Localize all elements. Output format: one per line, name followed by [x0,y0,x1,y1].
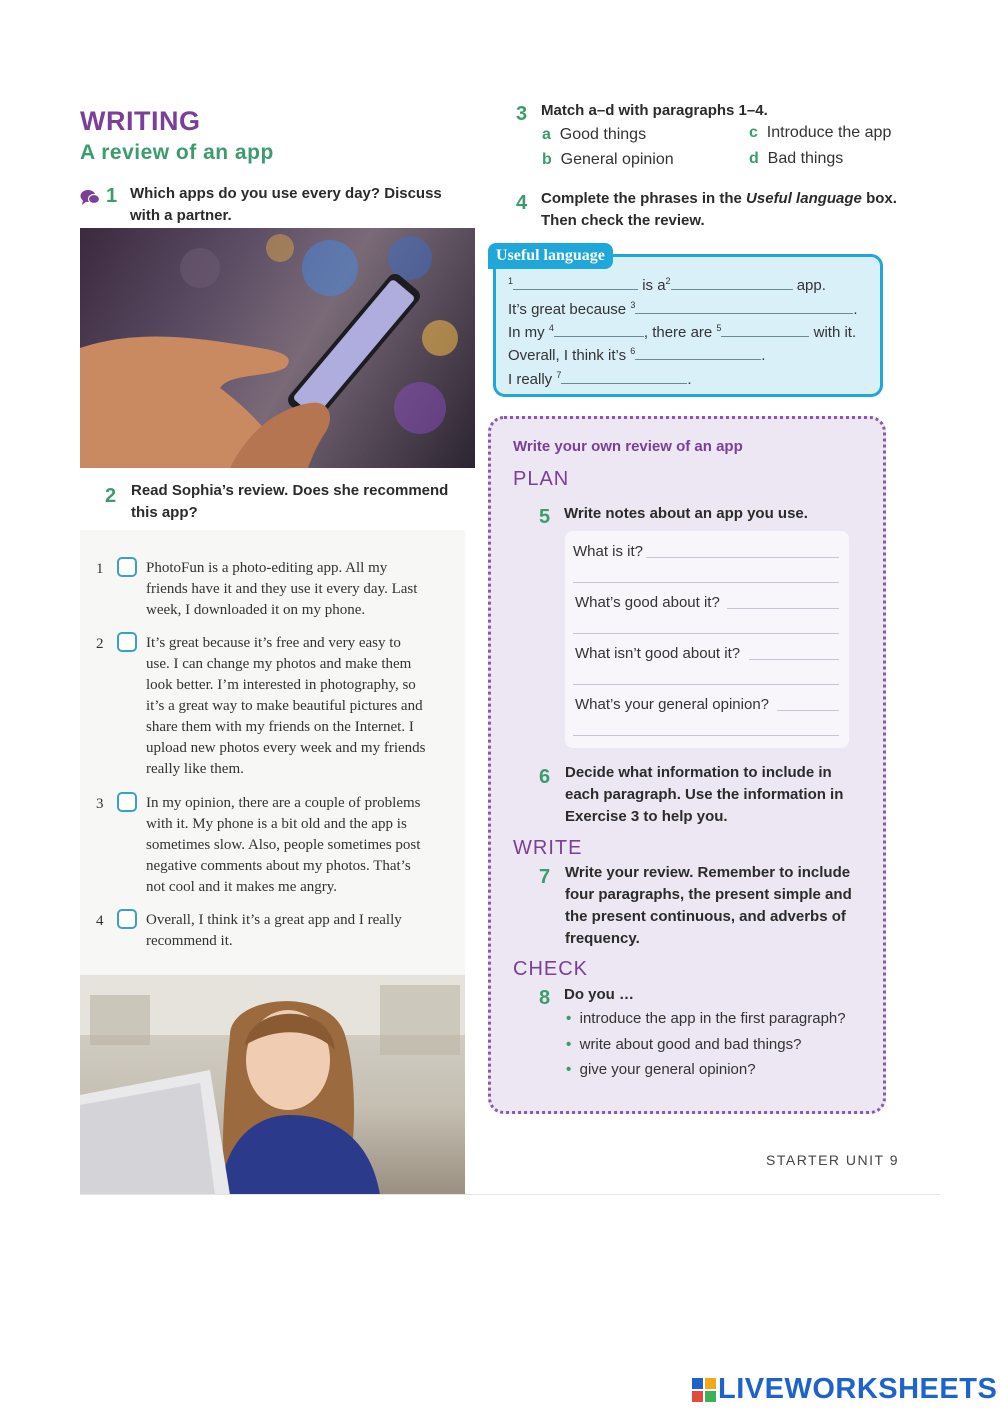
page-subtitle: A review of an app [80,141,274,164]
exercise-7-number: 7 [539,866,551,888]
useful-language-line-1: $^1$ is $a^2$ app. [508,276,826,294]
option-a: a Good things [542,126,647,143]
exercise-3-instruction: Match a–d with paragraphs 1–4. [541,102,768,119]
review-paragraph-3-number: 3 [96,796,104,812]
paragraph-4-answer-box[interactable] [117,909,137,929]
exercise-8-number: 8 [539,987,551,1009]
blank-7[interactable] [561,371,687,384]
exercise-5-instruction: Write notes about an app you use. [564,505,808,522]
paragraph-2-answer-box[interactable] [117,632,137,652]
option-c: c Introduce the app [749,124,892,141]
paragraph-1-answer-box[interactable] [117,557,137,577]
useful-language-line-3: In my $^4$ , there are $^5$ with it. [508,323,857,341]
exercise-5-number: 5 [539,506,551,528]
review-paragraph-4-number: 4 [96,913,104,929]
page-bottom-rule [80,1194,940,1195]
answer-line-3b[interactable] [573,684,839,685]
review-paragraph-1-number: 1 [96,561,104,577]
discuss-icon [80,189,100,207]
useful-language-line-5: I really $^7$ . [508,370,692,388]
blank-4[interactable] [554,324,644,337]
liveworksheets-brand: LIVEWORKSHEETS [718,1373,998,1405]
exercise-3-number: 3 [516,103,528,125]
exercise-2-instruction: Read Sophia’s review. Does she recommend this app? [131,482,449,521]
review-paragraph-2-number: 2 [96,636,104,652]
blank-3[interactable] [635,301,853,314]
answer-line-2a[interactable] [727,608,839,609]
write-heading: WRITE [513,837,583,859]
blank-5[interactable] [721,324,809,337]
useful-language-title: Useful language [488,243,613,269]
girl-with-laptop-photo [80,975,465,1195]
answer-line-2b[interactable] [573,633,839,634]
review-paragraph-1: PhotoFun is a photo-editing app. All my friends have it and they use it every day. Last week, I downloaded it on my phone. [146,560,418,618]
option-b: b General opinion [542,151,674,168]
review-paragraph-4: Overall, I think it’s a great app and I really recommend it. [146,912,402,949]
check-bullet-3: • give your general opinion? [566,1061,756,1078]
section-title: WRITING [80,106,201,136]
review-paragraph-3: In my opinion, there are a couple of problems with it. My phone is a bit old and the app is sometimes slow. Also, people sometimes post negative comments about my photos. That’s not cool and it makes me angry. [146,795,421,895]
paragraph-3-answer-box[interactable] [117,792,137,812]
option-d: d Bad things [749,150,844,167]
exercise-6-number: 6 [539,766,551,788]
exercise-4-instruction: Complete the phrases in the Useful language box. Then check the review. [541,190,897,229]
page-footer-unit: STARTER UNIT 9 [766,1152,900,1168]
blank-2[interactable] [671,277,793,290]
answer-line-1b[interactable] [573,582,839,583]
liveworksheets-logo-icon [692,1378,716,1402]
answer-line-1a[interactable] [646,557,839,558]
blank-6[interactable] [635,347,761,360]
check-bullet-2: • write about good and bad things? [566,1036,802,1053]
exercise-6-instruction: Decide what information to include in each paragraph. Use the information in Exercise 3 to help you. [565,764,844,825]
question-whats-not-good: What isn’t good about it? [575,645,741,662]
phone-photo [80,228,475,468]
exercise-1-number: 1 [106,185,118,207]
answer-line-4b[interactable] [573,735,839,736]
notes-card [565,531,849,748]
question-what-is-it: What is it? [573,543,644,560]
check-bullet-1: • introduce the app in the first paragraph? [566,1010,846,1027]
exercise-1-instruction: Which apps do you use every day? Discuss with a partner. [130,185,442,224]
useful-language-line-2: It’s great because $^3$ . [508,300,858,318]
question-whats-good: What’s good about it? [575,594,720,611]
answer-line-3a[interactable] [749,659,839,660]
useful-language-line-4: Overall, I think it’s $^6$ . [508,346,766,364]
check-heading: CHECK [513,958,589,980]
exercise-2-number: 2 [105,485,117,507]
exercise-4-number: 4 [516,192,528,214]
write-own-heading: Write your own review of an app [513,438,743,455]
plan-heading: PLAN [513,468,570,490]
blank-1[interactable] [513,277,638,290]
question-general-opinion: What’s your general opinion? [575,696,770,713]
exercise-7-instruction: Write your review. Remember to include four paragraphs, the present simple and the present continuous, and adverbs of frequency. [565,864,852,947]
review-paragraph-2: It’s great because it’s free and very easy to use. I can change my photos and make them look better. I’m interested in photography, so it’s a great way to make beautiful pictures and share them with my friends on the Internet. I upload new photos every week and my friends really like them. [146,635,426,777]
exercise-8-instruction: Do you … [564,986,634,1003]
answer-line-4a[interactable] [777,710,839,711]
